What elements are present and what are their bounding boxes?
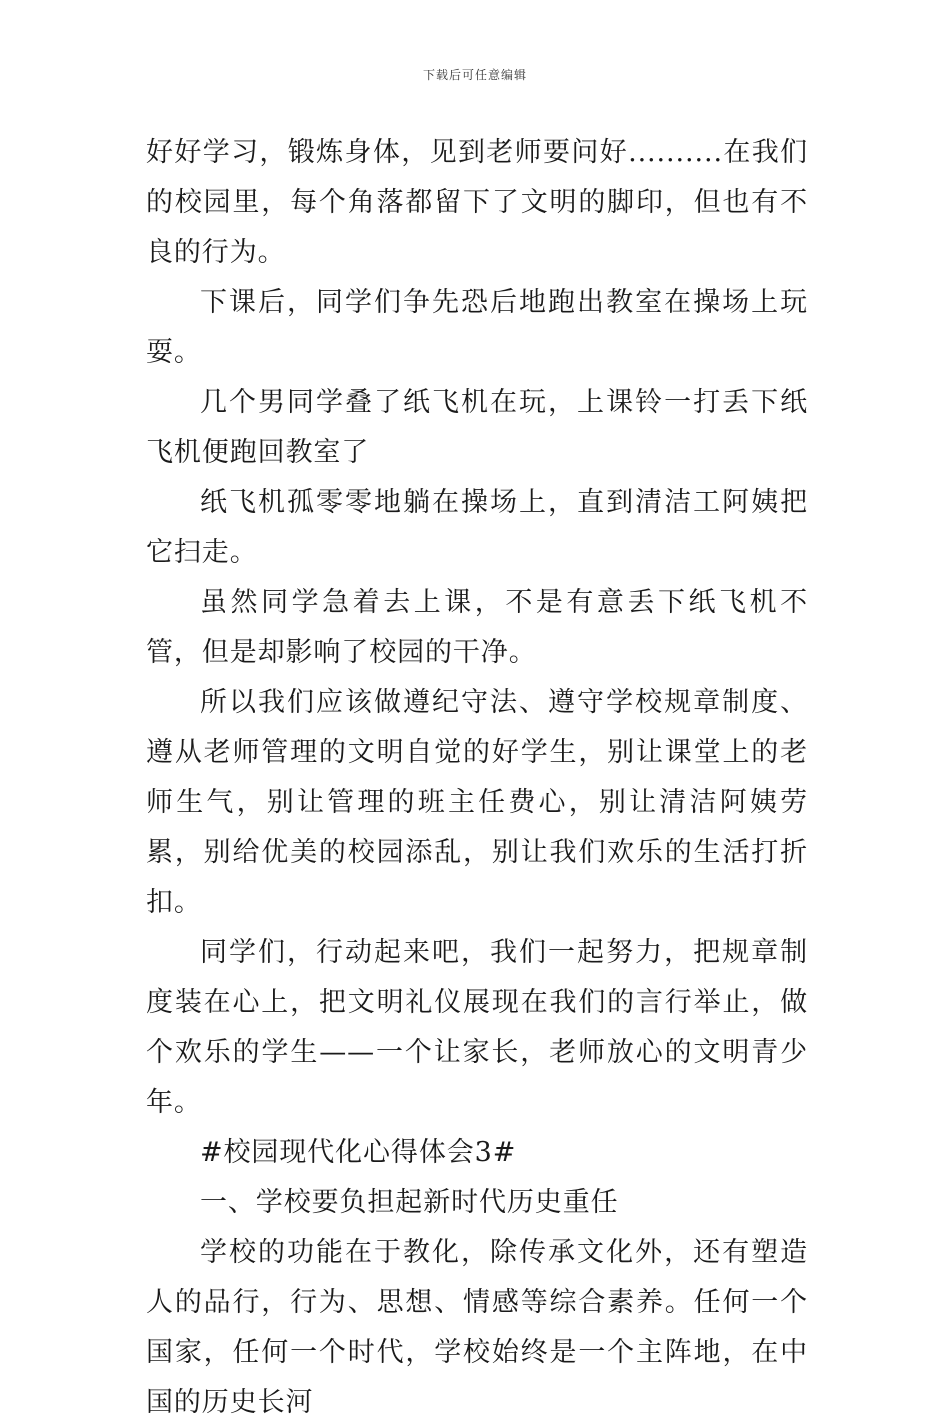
paragraph-1: 好好学习，锻炼身体，见到老师要问好..........在我们的校园里，每个角落都留下了文明的脚印，但也有不良的行为。 [146, 137, 808, 268]
paragraph-5: 虽然同学急着去上课，不是有意丢下纸飞机不管，但是却影响了校园的干净。 [146, 587, 808, 668]
document-body [146, 128, 808, 1428]
section-heading: #校园现代化心得体会3# [200, 1137, 517, 1168]
subsection-heading: 一、学校要负担起新时代历史重任 [200, 1187, 619, 1218]
paragraph-2: 下课后，同学们争先恐后地跑出教室在操场上玩耍。 [146, 287, 808, 368]
page-header: 下载后可任意编辑 [422, 68, 527, 82]
paragraph-3: 几个男同学叠了纸飞机在玩，上课铃一打丢下纸飞机便跑回教室了 [146, 387, 808, 468]
paragraph-7: 同学们，行动起来吧，我们一起努力，把规章制度装在心上，把文明礼仪展现在我们的言行举止，做个欢乐的学生——一个让家长，老师放心的文明青少年。 [146, 937, 808, 1118]
paragraph-8: 学校的功能在于教化，除传承文化外，还有塑造人的品行，行为、思想、情感等综合素养。任何一个国家，任何一个时代，学校始终是一个主阵地，在中国的历史长河 [146, 1237, 808, 1418]
paragraph-4: 纸飞机孤零零地躺在操场上，直到清洁工阿姨把它扫走。 [146, 487, 808, 568]
paragraph-6: 所以我们应该做遵纪守法、遵守学校规章制度、遵从老师管理的文明自觉的好学生，别让课堂上的老师生气，别让管理的班主任费心，别让清洁阿姨劳累，别给优美的校园添乱，别让我们欢乐的生活打折扣。 [146, 687, 808, 918]
